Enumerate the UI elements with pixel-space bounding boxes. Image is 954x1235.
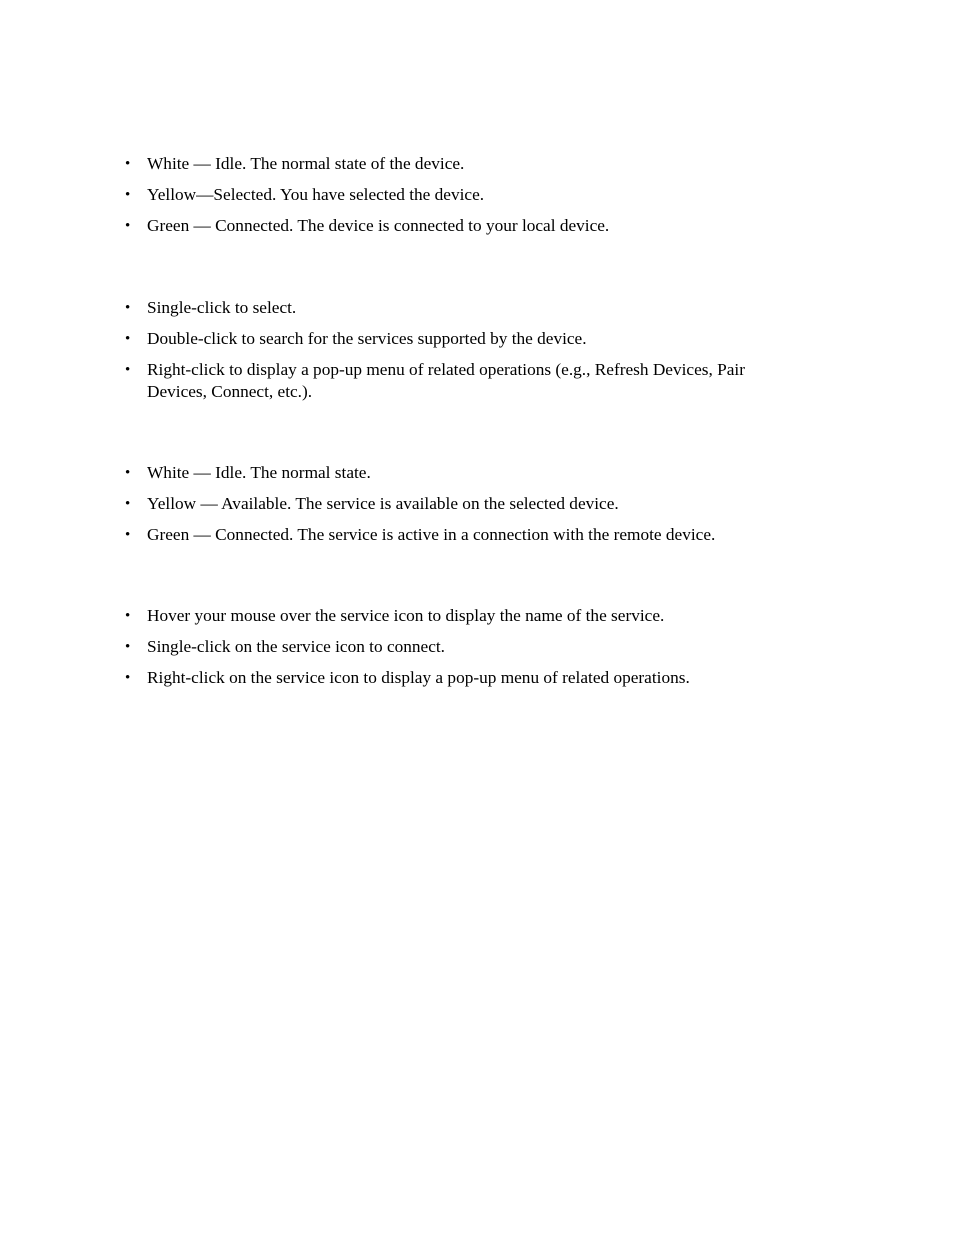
list-item-text: Yellow — Available. The service is available on the selected device.	[147, 494, 619, 513]
list-item-text: Yellow—Selected. You have selected the device.	[147, 185, 485, 204]
bullet-icon: •	[125, 156, 131, 172]
list-item	[0, 605, 807, 627]
list-item	[0, 297, 807, 319]
list-item	[0, 153, 807, 175]
list-item-text: Double-click to search for the services supported by the device.	[147, 329, 587, 348]
device-actions-list	[0, 297, 954, 412]
bullet-icon: •	[125, 670, 131, 686]
list-item-text: Right-click to display a pop-up menu of related operations (e.g., Refresh Devices, Pair Devices, Connect, etc.).	[147, 360, 745, 401]
list-item-text: Green — Connected. The service is active in a connection with the remote device.	[147, 525, 716, 544]
list-item-text: Right-click on the service icon to display a pop-up menu of related operations.	[147, 668, 690, 687]
bullet-icon: •	[125, 300, 131, 316]
bullet-icon: •	[125, 218, 131, 234]
bullet-icon: •	[125, 608, 131, 624]
bullet-icon: •	[125, 331, 131, 347]
list-item-text: White — Idle. The normal state of the device.	[147, 154, 465, 173]
list-item-text: Hover your mouse over the service icon to display the name of the service.	[147, 606, 665, 625]
bullet-icon: •	[125, 496, 131, 512]
bullet-icon: •	[125, 639, 131, 655]
list-item	[0, 636, 807, 658]
list-item	[0, 328, 807, 350]
service-actions-list	[0, 605, 954, 698]
list-item	[0, 215, 807, 237]
list-item	[0, 524, 807, 546]
bullet-icon: •	[125, 187, 131, 203]
list-item-text: Single-click on the service icon to connect.	[147, 637, 446, 656]
list-item	[0, 359, 807, 403]
list-item-text: White — Idle. The normal state.	[147, 463, 371, 482]
list-item-text: Green — Connected. The device is connected to your local device.	[147, 216, 610, 235]
list-item-text: Single-click to select.	[147, 298, 297, 317]
bullet-icon: •	[125, 527, 131, 543]
bullet-icon: •	[125, 465, 131, 481]
device-state-list	[0, 153, 954, 246]
list-item	[0, 493, 807, 515]
bullet-icon: •	[125, 362, 131, 378]
list-item	[0, 184, 807, 206]
list-item	[0, 667, 807, 689]
list-item	[0, 462, 807, 484]
service-state-list	[0, 462, 954, 555]
